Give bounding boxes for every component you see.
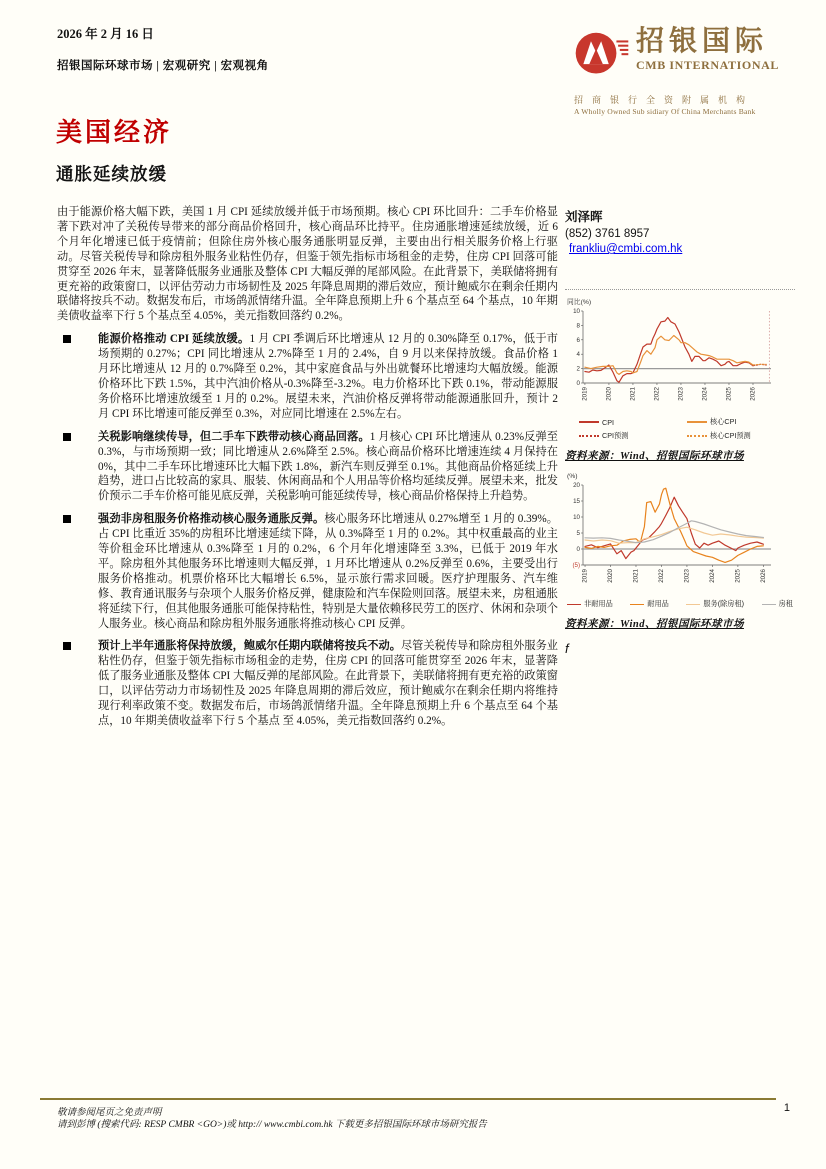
summary-paragraph: 由于能源价格大幅下跌，美国 1 月 CPI 延续放缓并低于市场预期。核心 CPI 环比回升：二手车价格显著下跌对冲了关税传导带来的部分商品价格回升，核心商品环比持平。住房通胀增速延续放缓，近 6 个月年化增速已低于疫情前；但除住房外核心服务通胀明显反弹，主要由出行相关服务价格上行驱动。尽管关税传导和除房租外服务业粘性仍存，但鉴于领先指标市场租金的走势，住房 CPI 回落可能贯穿至 2026 年末，显著降低服务业通胀及整体 CPI 大幅反弹的尾部风险。在此背景下，美联储将拥有更充裕的政策窗口，以评估劳动力市场韧性及 2025 年降息周期的滞后效应，预计鲍威尔在剩余任期内联储将按兵不动。数据发布后，市场鸽派情绪升温。全年降息预期上升 6 个基点至 64 个基点，10 年期美债收益率下行 5 个基点至 4.05%，美元指数回落约 0.2%。 <box>57 206 558 323</box>
svg-text:0: 0 <box>576 546 580 553</box>
legend-line-sample <box>579 435 599 437</box>
figure-y-axis-label: (%) <box>567 473 578 480</box>
cpi-line-chart <box>565 306 779 410</box>
legend-item <box>630 599 669 609</box>
svg-text:2020: 2020 <box>605 387 613 401</box>
svg-text:2019: 2019 <box>581 387 589 401</box>
stray-f: f <box>565 641 569 656</box>
logo-chinese-name: 招银国际 <box>636 26 769 57</box>
bullet-services <box>57 512 558 631</box>
figure-cpi-components <box>565 473 795 631</box>
footer-download-note: 请到彭博 (搜索代码: RESP CMBR <GO>)或 http:// www.cmbi.com.hk 下载更多招银国际环球市场研究报告 <box>57 1120 487 1130</box>
legend-item <box>687 417 795 427</box>
svg-text:10: 10 <box>573 308 580 315</box>
bullet-tariff <box>57 430 558 505</box>
page-title: 美国经济 <box>56 118 173 147</box>
svg-text:20: 20 <box>573 482 580 489</box>
bullet-lead: 能源价格推动 CPI 延续放缓。 <box>98 333 250 346</box>
right-column <box>565 207 797 656</box>
report-body <box>57 205 558 729</box>
bullet-text: 1 月核心 CPI 环比增速从 0.23%反弹至 0.3%，与市场预期一致；同比增速从 2.6%降至 2.5%。核心商品价格环比增速连续 4 月保持在 0%，其中二手车环比增速环比大幅下跌 1.8%，新汽车则反弹至 0.1%。其他商品价格延续上升趋势，进口占比较高的家具、服装、休闲商品和个人用品等价格均延续反弹。展望未来，批发价预示二手车价格可能见底反弹，关税影响可能延续传导，核心商品价格保持上升趋势。 <box>98 430 558 503</box>
bullet-square-icon <box>63 642 71 650</box>
logo-subsidiary-en: A Wholly Owned Sub sidiary Of China Merchants Bank <box>574 107 756 116</box>
svg-text:2024: 2024 <box>709 569 717 583</box>
svg-text:6: 6 <box>576 336 580 344</box>
legend-label: CPI <box>602 417 614 427</box>
svg-text:2025: 2025 <box>725 387 733 401</box>
footer-disclaimer: 敬请参阅尾页之免责声明 <box>57 1108 162 1118</box>
page-number: 1 <box>783 1102 790 1114</box>
legend-item <box>686 599 744 609</box>
bullet-lead: 强劲非房租服务价格推动核心服务通胀反弹。 <box>98 513 325 526</box>
bullet-lead: 预计上半年通胀将保持放缓，鲍威尔任期内联储将按兵不动。 <box>98 640 401 653</box>
analyst-email <box>569 243 797 255</box>
legend-line-sample <box>579 421 599 423</box>
report-date: 2026 年 2 月 16 日 <box>57 27 154 41</box>
logo-english-name: CMB INTERNATIONAL <box>636 58 779 73</box>
svg-text:0: 0 <box>576 380 580 387</box>
legend-item <box>567 599 613 609</box>
analyst-email-link[interactable]: frankliu@cmbi.com.hk <box>569 243 683 255</box>
legend-label: 房租 <box>778 599 793 608</box>
svg-text:2024: 2024 <box>701 387 709 401</box>
legend-label: CPI预测 <box>602 431 629 440</box>
bullet-lead: 关税影响继续传导，但二手车下跌带动核心商品回落。 <box>98 430 370 443</box>
legend-label: 非耐用品 <box>584 599 613 608</box>
legend-label: 服务(除房租) <box>703 599 745 608</box>
bullet-text: 核心服务环比增速从 0.27%增至 1 月的 0.39%。占 CPI 比重近 35%的房租环比增速延续下降，从 0.3%降至 1 月的 0.2%。其中权重最高的业主等价租金环比增速从 0.3%降至 1 月的 0.2%，6 个月年化增速降至 3.3%，已低于 2019 年水平。除房租外其他服务环比增速则大幅反弹，1 月环比增速从 0.2%反弹至 0.6%，主要受出行服务价格推动。机票价格环比大幅增长 6.5%，显示旅行需求回暖。医疗护理服务、汽车维修、教育通讯服务与杂项个人服务价格反弹，健康险和汽车保险则回落。展望未来，房租通胀将延续下行，但其他服务通胀可能保持粘性，特别是大量依赖移民劳工的医疗、休闲和杂项个人服务业。核心商品和除房租外服务通胀将推动核心 CPI 反弹。 <box>98 513 558 630</box>
svg-text:2022: 2022 <box>653 387 661 401</box>
legend-item <box>579 417 687 427</box>
figure-source: 资料来源：Wind、招银国际环球市场 <box>565 619 744 630</box>
legend-label: 耐用品 <box>647 599 669 608</box>
bullet-text: 尽管关税传导和除房租外服务业粘性仍存，但鉴于领先指标市场租金的走势，住房 CPI 的回落可能贯穿至 2026 年末，显著降低了服务业通胀及整体 CPI 大幅反弹的尾部风险。在此背景下，美联储将拥有更充裕的政策窗口，以评估劳动力市场韧性及 2025 年降息周期的滞后效应，预计鲍威尔在剩余任期内将维持现行利率政策不变。数据发布后，市场鸽派情绪升温。全年降息预期上升 6 个基点至 64 个基点，10 年期美债收益率下行 5 个基点 至 4.05%，美元指数回落约 0.2%。 <box>98 640 558 727</box>
bullet-energy <box>57 332 558 421</box>
figure-cpi-yoy <box>565 289 795 463</box>
svg-text:4: 4 <box>576 351 580 359</box>
figure-y-axis-label: 同比(%) <box>567 299 592 306</box>
bullet-outlook <box>57 639 558 728</box>
svg-text:(5): (5) <box>572 562 580 569</box>
page-subtitle: 通胀延续放缓 <box>56 164 167 184</box>
legend-line-sample <box>687 421 707 423</box>
svg-text:2023: 2023 <box>677 387 685 401</box>
svg-text:2026: 2026 <box>759 569 767 583</box>
legend-item <box>579 431 687 441</box>
svg-text:2025: 2025 <box>734 569 742 583</box>
legend-label: 核心CPI <box>710 417 737 426</box>
legend-item <box>687 431 795 441</box>
legend-line-sample <box>762 604 776 605</box>
legend-line-sample <box>687 435 707 437</box>
svg-text:5: 5 <box>576 530 580 537</box>
legend-line-sample <box>567 604 581 605</box>
breadcrumb: 招银国际环球市场 | 宏观研究 | 宏观视角 <box>57 60 269 72</box>
svg-text:8: 8 <box>576 322 580 330</box>
bullet-square-icon <box>63 335 71 343</box>
svg-text:2: 2 <box>576 365 580 373</box>
svg-text:10: 10 <box>573 514 580 521</box>
footer-divider <box>40 1098 776 1100</box>
components-chart-legend <box>565 599 795 609</box>
analyst-name: 刘泽晖 <box>565 210 603 224</box>
svg-text:2021: 2021 <box>632 569 640 583</box>
cpi-components-line-chart <box>565 480 779 592</box>
svg-text:15: 15 <box>573 498 580 505</box>
cmb-logo-icon <box>574 26 630 87</box>
figure-source: 资料来源：Wind、招银国际环球市场 <box>565 451 744 462</box>
analyst-phone: (852) 3761 8957 <box>565 228 650 240</box>
bullet-square-icon <box>63 515 71 523</box>
cpi-chart-legend <box>565 417 795 441</box>
svg-text:2022: 2022 <box>658 569 666 583</box>
logo-subsidiary-cn: 招商银行全资附属机构 <box>574 95 755 105</box>
cmb-international-logo <box>574 26 800 116</box>
svg-text:2026: 2026 <box>749 387 757 401</box>
legend-line-sample <box>630 604 644 605</box>
legend-line-sample <box>686 604 700 605</box>
bullet-text: 1 月 CPI 季调后环比增速从 12 月的 0.30%降至 0.17%，低于市场预期的 0.27%；CPI 同比增速从 2.7%降至 1 月的 2.4%，自 9 月以来保持放缓。食品价格 1 月环比增速从 12 月的 0.7%降至 0.2%，其中家庭食品与外出就餐环比增速均大幅放缓。能源价格环比下跌 1.5%，其中汽油价格从-0.3%降至-3.2%。电力价格环比下跌 0.1%，带动能源服务价格环比增速放缓至 1 月的 0.2%。展望未来，汽油价格反弹将带动能源通胀回升，预计 2 月 CPI 环比增速可能反弹至 0.3%，对应同比增速在 2.5%左右。 <box>98 333 558 420</box>
svg-text:2023: 2023 <box>683 569 691 583</box>
legend-item <box>762 599 793 609</box>
legend-label: 核心CPI预测 <box>710 431 751 440</box>
svg-text:2019: 2019 <box>581 569 589 583</box>
svg-text:2020: 2020 <box>607 569 615 583</box>
bullet-square-icon <box>63 433 71 441</box>
svg-text:2021: 2021 <box>629 387 637 401</box>
